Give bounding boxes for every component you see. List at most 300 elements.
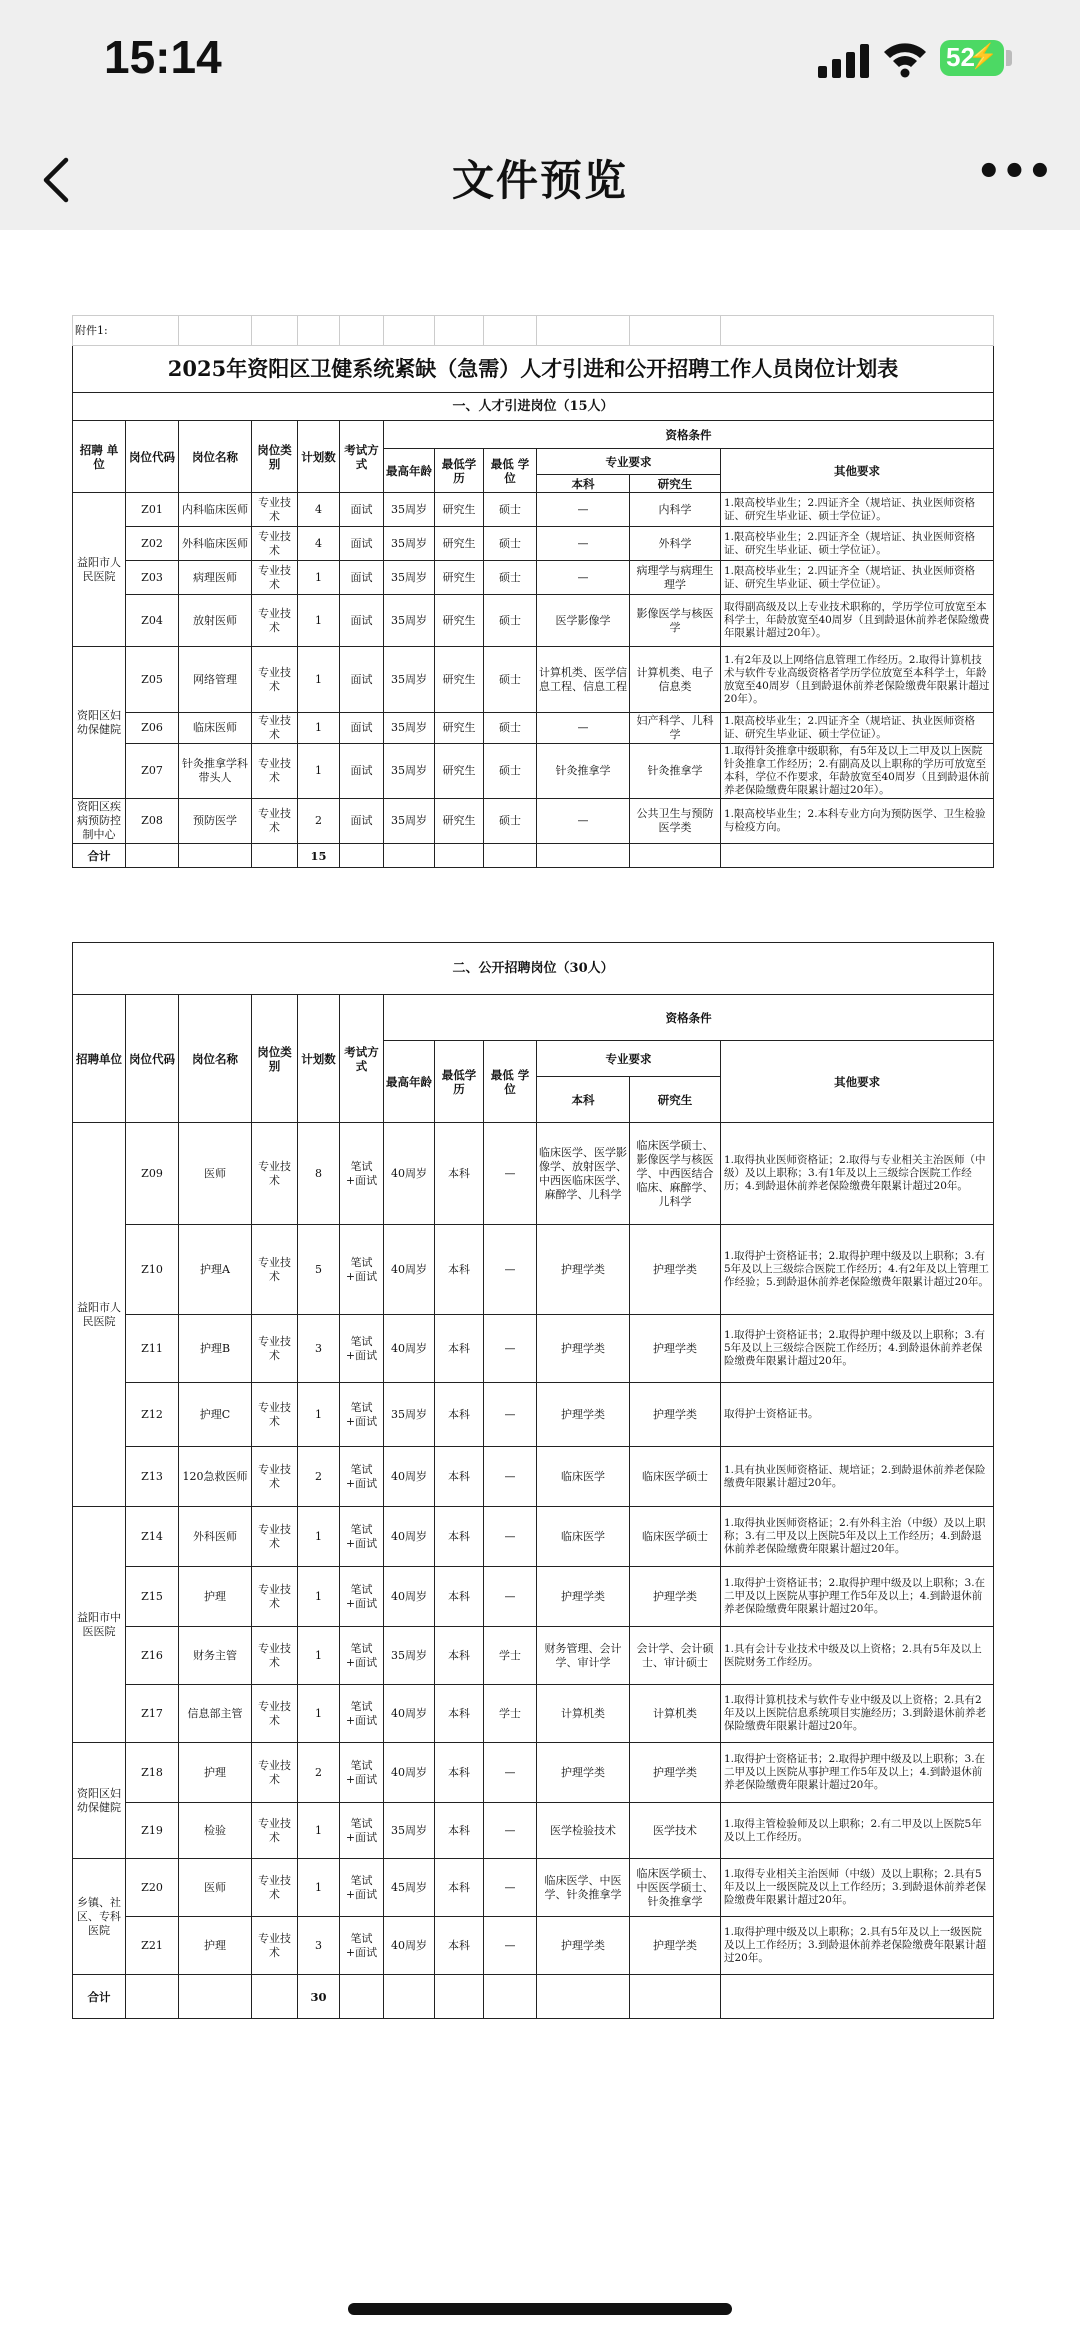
table-row: [73, 1627, 994, 1685]
cell-other: 1.取得护士资格证书；2.取得护理中级及以上职称；3.在二甲及以上医院从事护理工作5年及以上；4.到龄退休前养老保险缴费年限累计超过20年。: [721, 1567, 994, 1627]
cell-exam: 笔试+面试: [340, 1383, 384, 1447]
cell-ug: 临床医学、中医学、针灸推拿学: [537, 1859, 630, 1917]
header-age: 最高年龄: [384, 1041, 435, 1123]
cell-exam: 笔试+面试: [340, 1803, 384, 1859]
cell-code: Z12: [126, 1383, 179, 1447]
cell-other: 取得副高级及以上专业技术职称的，学历学位可放宽至本科学士，年龄放宽至40周岁（且到龄退休前养老保险缴费年限累计超过20年）。: [721, 595, 994, 647]
table-row: [73, 1447, 994, 1507]
cell-ug: 临床医学: [537, 1507, 630, 1567]
cell-age: 40周岁: [384, 1447, 435, 1507]
cell-cat: 专业技术: [252, 1315, 298, 1383]
cell-plan: 1: [298, 1383, 340, 1447]
cell-ug: 计算机类、医学信息工程、信息工程: [537, 647, 630, 713]
cell-plan: 1: [298, 1803, 340, 1859]
cell-deg: 硕士: [484, 493, 537, 527]
cell-edu: 本科: [435, 1123, 484, 1225]
header-unit: 招聘单位: [73, 995, 126, 1123]
cell-age: 40周岁: [384, 1685, 435, 1743]
cell-plan: 3: [298, 1917, 340, 1975]
cell-age: 35周岁: [384, 595, 435, 647]
cell-plan: 3: [298, 1315, 340, 1383]
cell-cat: 专业技术: [252, 1507, 298, 1567]
cell-deg: 学士: [484, 1685, 537, 1743]
cell-ug: 护理学类: [537, 1383, 630, 1447]
cell-name: 医师: [179, 1859, 252, 1917]
cell-edu: 本科: [435, 1447, 484, 1507]
cell-ug: 医学检验技术: [537, 1803, 630, 1859]
cell-cat: 专业技术: [252, 647, 298, 713]
cell-code: Z16: [126, 1627, 179, 1685]
cell-name: 护理B: [179, 1315, 252, 1383]
header-row: [73, 995, 994, 1041]
cell-gr: 护理学类: [630, 1567, 721, 1627]
cell-deg: —: [484, 1567, 537, 1627]
cell-deg: 硕士: [484, 595, 537, 647]
cell-edu: 本科: [435, 1627, 484, 1685]
cell-gr: 护理学类: [630, 1917, 721, 1975]
cell-code: Z06: [126, 713, 179, 744]
cell-code: Z02: [126, 527, 179, 561]
cell-other: 1.限高校毕业生；2.四证齐全（规培证、执业医师资格证、研究生毕业证、硕士学位证）。: [721, 493, 994, 527]
header-name: 岗位名称: [179, 421, 252, 493]
cell-exam: 面试: [340, 744, 384, 799]
cell-code: Z09: [126, 1123, 179, 1225]
title-row: [73, 346, 994, 393]
cell-deg: —: [484, 1123, 537, 1225]
cell-name: 外科临床医师: [179, 527, 252, 561]
cell-code: Z08: [126, 799, 179, 844]
cell-ug: —: [537, 493, 630, 527]
cell-plan: 1: [298, 561, 340, 595]
cell-cat: 专业技术: [252, 1803, 298, 1859]
cell-other: 取得护士资格证书。: [721, 1383, 994, 1447]
cell-name: 针灸推拿学科带头人: [179, 744, 252, 799]
cell-gr: 外科学: [630, 527, 721, 561]
cell-exam: 笔试+面试: [340, 1315, 384, 1383]
cell-cat: 专业技术: [252, 527, 298, 561]
cell-gr: 临床医学硕士、中医医学硕士、针灸推拿学: [630, 1859, 721, 1917]
cell-cat: 专业技术: [252, 561, 298, 595]
cell-cat: 专业技术: [252, 1917, 298, 1975]
cell-edu: 本科: [435, 1507, 484, 1567]
position-plan-table-1: [72, 315, 994, 868]
cell-deg: —: [484, 1225, 537, 1315]
cell-other: 1.限高校毕业生；2.四证齐全（规培证、执业医师资格证、研究生毕业证、硕士学位证）。: [721, 527, 994, 561]
cell-other: 1.取得针灸推拿中级职称，有5年及以上二甲及以上医院针灸推拿工作经历；2.有副高及以上职称的学历可放宽至本科，学位不作要求，年龄放宽至40周岁（且到龄退休前养老保险缴费年限累计超过20年）。: [721, 744, 994, 799]
header-other: 其他要求: [721, 1041, 994, 1123]
cell-ug: 护理学类: [537, 1567, 630, 1627]
cell-gr: 计算机类、电子信息类: [630, 647, 721, 713]
cell-gr: 临床医学硕士: [630, 1447, 721, 1507]
cell-cat: 专业技术: [252, 595, 298, 647]
document-title: 2025年资阳区卫健系统紧缺（急需）人才引进和公开招聘工作人员岗位计划表: [73, 346, 994, 393]
cell-ug: —: [537, 527, 630, 561]
cell-cat: 专业技术: [252, 493, 298, 527]
cell-code: Z15: [126, 1567, 179, 1627]
cell-other: 1.取得执业医师资格证；2.有外科主治（中级）及以上职称；3.有二甲及以上医院5年及以上工作经历；4.到龄退休前养老保险缴费年限累计超过20年。: [721, 1507, 994, 1567]
cell-edu: 研究生: [435, 647, 484, 713]
cell-age: 35周岁: [384, 713, 435, 744]
status-time: 15:14: [104, 31, 222, 83]
cell-cat: 专业技术: [252, 1859, 298, 1917]
table-row: [73, 1859, 994, 1917]
cell-other: 1.有2年及以上网络信息管理工作经历。2.取得计算机技术与软件专业高级资格者学历学位放宽至本科学士，年龄放宽至40周岁（且到龄退休前养老保险缴费年限累计超过20年）。: [721, 647, 994, 713]
cell-age: 45周岁: [384, 1859, 435, 1917]
cell-plan: 1: [298, 1685, 340, 1743]
cell-name: 信息部主管: [179, 1685, 252, 1743]
cell-plan: 5: [298, 1225, 340, 1315]
cell-plan: 8: [298, 1123, 340, 1225]
cell-gr: 病理学与病理生理学: [630, 561, 721, 595]
cell-gr: 妇产科学、儿科学: [630, 713, 721, 744]
cell-code: Z19: [126, 1803, 179, 1859]
header-other: 其他要求: [721, 449, 994, 493]
cell-age: 40周岁: [384, 1123, 435, 1225]
cell-gr: 临床医学硕士、影像医学与核医学、中西医结合临床、麻醉学、儿科学: [630, 1123, 721, 1225]
cell-edu: 本科: [435, 1743, 484, 1803]
cell-cat: 专业技术: [252, 1743, 298, 1803]
header-degree: 最低 学位: [484, 1041, 537, 1123]
position-plan-table-2: [72, 942, 994, 2019]
cell-deg: —: [484, 1803, 537, 1859]
cell-deg: —: [484, 1859, 537, 1917]
header-code: 岗位代码: [126, 995, 179, 1123]
cell-name: 临床医师: [179, 713, 252, 744]
cell-other: 1.具有会计专业技术中级及以上资格；2.具有5年及以上医院财务工作经历。: [721, 1627, 994, 1685]
cell-code: Z18: [126, 1743, 179, 1803]
cell-exam: 笔试+面试: [340, 1917, 384, 1975]
cell-name: 病理医师: [179, 561, 252, 595]
cell-edu: 本科: [435, 1685, 484, 1743]
cell-exam: 面试: [340, 713, 384, 744]
cell-code: Z17: [126, 1685, 179, 1743]
cell-plan: 1: [298, 1507, 340, 1567]
table-row: [73, 1123, 994, 1225]
cell-gr: 护理学类: [630, 1315, 721, 1383]
header-age: 最高年龄: [384, 449, 435, 493]
cell-other: 1.限高校毕业生；2.四证齐全（规培证、执业医师资格证、研究生毕业证、硕士学位证）。: [721, 713, 994, 744]
cell-edu: 研究生: [435, 493, 484, 527]
section-row: [73, 943, 994, 995]
table-row: [73, 595, 994, 647]
cell-name: 网络管理: [179, 647, 252, 713]
cell-edu: 研究生: [435, 799, 484, 844]
cell-ug: 护理学类: [537, 1743, 630, 1803]
cell-exam: 笔试+面试: [340, 1567, 384, 1627]
cell-name: 检验: [179, 1803, 252, 1859]
cell-deg: —: [484, 1447, 537, 1507]
unit-cell: 乡镇、社区、专科医院: [73, 1859, 126, 1975]
cell-code: Z14: [126, 1507, 179, 1567]
total-value: 30: [298, 1975, 340, 2019]
cell-age: 40周岁: [384, 1225, 435, 1315]
cell-age: 35周岁: [384, 561, 435, 595]
cell-plan: 4: [298, 493, 340, 527]
header-education: 最低学历: [435, 1041, 484, 1123]
header-qualification: 资格条件: [384, 995, 994, 1041]
cell-age: 35周岁: [384, 799, 435, 844]
cell-name: 护理A: [179, 1225, 252, 1315]
cell-age: 40周岁: [384, 1917, 435, 1975]
header-education: 最低学历: [435, 449, 484, 493]
cell-exam: 笔试+面试: [340, 1225, 384, 1315]
cell-plan: 1: [298, 1859, 340, 1917]
table-row: [73, 493, 994, 527]
header-plan: 计划数: [298, 995, 340, 1123]
cell-name: 护理: [179, 1917, 252, 1975]
header-major: 专业要求: [537, 1041, 721, 1077]
table-row: [73, 527, 994, 561]
table-row: [73, 1917, 994, 1975]
cell-deg: —: [484, 1315, 537, 1383]
cell-exam: 面试: [340, 561, 384, 595]
cell-gr: 公共卫生与预防医学类: [630, 799, 721, 844]
cell-cat: 专业技术: [252, 1383, 298, 1447]
cell-plan: 4: [298, 527, 340, 561]
cell-gr: 会计学、会计硕士、审计硕士: [630, 1627, 721, 1685]
cell-deg: 硕士: [484, 799, 537, 844]
cell-age: 35周岁: [384, 647, 435, 713]
cell-exam: 笔试+面试: [340, 1859, 384, 1917]
cell-deg: 硕士: [484, 713, 537, 744]
cellular-signal-icon: [818, 44, 870, 78]
cell-exam: 面试: [340, 595, 384, 647]
header-category: 岗位类别: [252, 995, 298, 1123]
cell-name: 内科临床医师: [179, 493, 252, 527]
total-value: 15: [298, 844, 340, 868]
cell-deg: 硕士: [484, 647, 537, 713]
cell-cat: 专业技术: [252, 1225, 298, 1315]
cell-exam: 面试: [340, 647, 384, 713]
header-undergrad: 本科: [537, 1077, 630, 1123]
cell-gr: 临床医学硕士: [630, 1507, 721, 1567]
cell-cat: 专业技术: [252, 1685, 298, 1743]
header-category: 岗位类别: [252, 421, 298, 493]
cell-deg: 硕士: [484, 561, 537, 595]
total-row: [73, 1975, 994, 2019]
charging-bolt-icon: ⚡: [968, 43, 998, 70]
cell-name: 护理: [179, 1567, 252, 1627]
header-major: 专业要求: [537, 449, 721, 475]
cell-code: Z13: [126, 1447, 179, 1507]
table-row: [73, 1803, 994, 1859]
cell-edu: 本科: [435, 1803, 484, 1859]
cell-other: 1.取得主管检验师及以上职称；2.有二甲及以上医院5年及以上工作经历。: [721, 1803, 994, 1859]
more-options-button[interactable]: •••: [976, 149, 1053, 195]
cell-other: 1.取得计算机技术与软件专业中级及以上资格；2.具有2年及以上医院信息系统项目实施经历；3.到龄退休前养老保险缴费年限累计超过20年。: [721, 1685, 994, 1743]
cell-ug: 临床医学、医学影像学、放射医学、中西医临床医学、麻醉学、儿科学: [537, 1123, 630, 1225]
page-title: 文件预览: [451, 156, 628, 205]
cell-other: 1.限高校毕业生；2.本科专业方向为预防医学、卫生检验与检疫方向。: [721, 799, 994, 844]
cell-exam: 笔试+面试: [340, 1627, 384, 1685]
cell-other: 1.取得护理中级及以上职称；2.具有5年及以上一级医院及以上工作经历；3.到龄退休前养老保险缴费年限累计超过20年。: [721, 1917, 994, 1975]
cell-other: 1.取得专业相关主治医师（中级）及以上职称；2.具有5年及以上一级医院及以上工作经历；3.到龄退休前养老保险缴费年限累计超过20年。: [721, 1859, 994, 1917]
header-undergrad: 本科: [537, 475, 630, 493]
cell-ug: 财务管理、会计学、审计学: [537, 1627, 630, 1685]
cell-gr: 医学技术: [630, 1803, 721, 1859]
cell-deg: 硕士: [484, 527, 537, 561]
cell-edu: 研究生: [435, 595, 484, 647]
cell-age: 35周岁: [384, 744, 435, 799]
cell-name: 财务主管: [179, 1627, 252, 1685]
cell-exam: 面试: [340, 493, 384, 527]
cell-code: Z05: [126, 647, 179, 713]
cell-ug: 医学影像学: [537, 595, 630, 647]
cell-name: 120急救医师: [179, 1447, 252, 1507]
cell-code: Z11: [126, 1315, 179, 1383]
cell-cat: 专业技术: [252, 1567, 298, 1627]
cell-cat: 专业技术: [252, 1447, 298, 1507]
cell-other: 1.取得护士资格证书；2.取得护理中级及以上职称；3.在二甲及以上医院从事护理工作5年及以上；4.到龄退休前养老保险缴费年限累计超过20年。: [721, 1743, 994, 1803]
attachment-label: 附件1:: [73, 316, 179, 346]
cell-exam: 笔试+面试: [340, 1123, 384, 1225]
cell-other: 1.取得执业医师资格证；2.取得与专业相关主治医师（中级）及以上职称；3.有1年及以上三级综合医院工作经历；4.到龄退休前养老保险缴费年限累计超过20年。: [721, 1123, 994, 1225]
cell-cat: 专业技术: [252, 1627, 298, 1685]
cell-ug: 临床医学: [537, 1447, 630, 1507]
cell-age: 40周岁: [384, 1507, 435, 1567]
table-row: [73, 1315, 994, 1383]
cell-edu: 本科: [435, 1859, 484, 1917]
cell-ug: 计算机类: [537, 1685, 630, 1743]
table-row: [73, 799, 994, 844]
document-viewer[interactable]: [0, 230, 1080, 2337]
unit-cell: 益阳市人民医院: [73, 493, 126, 647]
battery-cap: [1006, 50, 1012, 66]
cell-exam: 笔试+面试: [340, 1685, 384, 1743]
cell-plan: 1: [298, 1567, 340, 1627]
table-row: [73, 1743, 994, 1803]
unit-cell: 益阳市人民医院: [73, 1123, 126, 1507]
cell-ug: 护理学类: [537, 1315, 630, 1383]
cell-other: 1.具有执业医师资格证、规培证；2.到龄退休前养老保险缴费年限累计超过20年。: [721, 1447, 994, 1507]
cell-edu: 本科: [435, 1383, 484, 1447]
nav-bar: [0, 130, 1080, 230]
cell-ug: —: [537, 713, 630, 744]
cell-other: 1.取得护士资格证书；2.取得护理中级及以上职称；3.有5年及以上三级综合医院工作经历；4.有2年及以上管理工作经验；5.到龄退休前养老保险缴费年限累计超过20年。: [721, 1225, 994, 1315]
cell-gr: 护理学类: [630, 1225, 721, 1315]
header-grad: 研究生: [630, 1077, 721, 1123]
cell-exam: 笔试+面试: [340, 1743, 384, 1803]
cell-exam: 笔试+面试: [340, 1507, 384, 1567]
cell-deg: —: [484, 1743, 537, 1803]
battery-level: 52: [946, 42, 975, 72]
cell-gr: 护理学类: [630, 1743, 721, 1803]
table-row: [73, 561, 994, 595]
cell-age: 35周岁: [384, 1383, 435, 1447]
cell-edu: 研究生: [435, 744, 484, 799]
cell-gr: 针灸推拿学: [630, 744, 721, 799]
cell-edu: 研究生: [435, 561, 484, 595]
cell-ug: —: [537, 561, 630, 595]
table-row: [73, 647, 994, 713]
cell-plan: 1: [298, 744, 340, 799]
cell-name: 预防医学: [179, 799, 252, 844]
cell-edu: 研究生: [435, 713, 484, 744]
cell-edu: 本科: [435, 1315, 484, 1383]
cell-age: 35周岁: [384, 1803, 435, 1859]
cell-age: 35周岁: [384, 527, 435, 561]
cell-other: 1.取得护士资格证书；2.取得护理中级及以上职称；3.有5年及以上三级综合医院工作经历；4.到龄退休前养老保险缴费年限累计超过20年。: [721, 1315, 994, 1383]
cell-edu: 研究生: [435, 527, 484, 561]
cell-deg: —: [484, 1507, 537, 1567]
header-name: 岗位名称: [179, 995, 252, 1123]
cell-code: Z04: [126, 595, 179, 647]
cell-plan: 2: [298, 1743, 340, 1803]
table-row: [73, 1567, 994, 1627]
cell-age: 40周岁: [384, 1743, 435, 1803]
cell-other: 1.限高校毕业生；2.四证齐全（规培证、执业医师资格证、研究生毕业证、硕士学位证）。: [721, 561, 994, 595]
home-indicator[interactable]: [348, 2303, 732, 2315]
cell-exam: 笔试+面试: [340, 1447, 384, 1507]
cell-plan: 1: [298, 595, 340, 647]
header-degree: 最低 学位: [484, 449, 537, 493]
header-exam: 考试方式: [340, 995, 384, 1123]
header-exam: 考试方式: [340, 421, 384, 493]
table-row: [73, 1225, 994, 1315]
table-row: [73, 744, 994, 799]
cell-gr: 计算机类: [630, 1685, 721, 1743]
cell-cat: 专业技术: [252, 713, 298, 744]
header-unit: 招聘 单位: [73, 421, 126, 493]
cell-name: 外科医师: [179, 1507, 252, 1567]
cell-plan: 1: [298, 1627, 340, 1685]
cell-plan: 2: [298, 1447, 340, 1507]
header-plan: 计划数: [298, 421, 340, 493]
cell-name: 放射医师: [179, 595, 252, 647]
cell-edu: 本科: [435, 1917, 484, 1975]
cell-ug: 护理学类: [537, 1225, 630, 1315]
cell-deg: 硕士: [484, 744, 537, 799]
cell-plan: 1: [298, 713, 340, 744]
cell-age: 35周岁: [384, 1627, 435, 1685]
cell-age: 40周岁: [384, 1315, 435, 1383]
cell-ug: 护理学类: [537, 1917, 630, 1975]
header-qualification: 资格条件: [384, 421, 994, 449]
cell-age: 40周岁: [384, 1567, 435, 1627]
cell-edu: 本科: [435, 1567, 484, 1627]
cell-plan: 1: [298, 647, 340, 713]
cell-gr: 影像医学与核医学: [630, 595, 721, 647]
cell-exam: 面试: [340, 799, 384, 844]
wifi-icon: [882, 38, 928, 78]
cell-name: 护理C: [179, 1383, 252, 1447]
cell-ug: 针灸推拿学: [537, 744, 630, 799]
cell-code: Z01: [126, 493, 179, 527]
cell-plan: 2: [298, 799, 340, 844]
section-row: [73, 393, 994, 421]
attachment-row: [73, 316, 994, 346]
header-grad: 研究生: [630, 475, 721, 493]
cell-cat: 专业技术: [252, 799, 298, 844]
table-row: [73, 1383, 994, 1447]
cell-code: Z20: [126, 1859, 179, 1917]
battery-icon: [940, 40, 1004, 76]
cell-exam: 面试: [340, 527, 384, 561]
cell-name: 医师: [179, 1123, 252, 1225]
cell-code: Z03: [126, 561, 179, 595]
section-heading: 二、公开招聘岗位（30人）: [73, 943, 994, 995]
status-bar: [0, 0, 1080, 130]
cell-deg: 学士: [484, 1627, 537, 1685]
header-row: [73, 421, 994, 449]
unit-cell: 资阳区妇幼保健院: [73, 1743, 126, 1859]
unit-cell: 益阳市中医医院: [73, 1507, 126, 1743]
cell-age: 35周岁: [384, 493, 435, 527]
unit-cell: 资阳区疾病预防控制中心: [73, 799, 126, 844]
section-heading: 一、人才引进岗位（15人）: [73, 393, 994, 421]
total-row: [73, 844, 994, 868]
cell-ug: —: [537, 799, 630, 844]
